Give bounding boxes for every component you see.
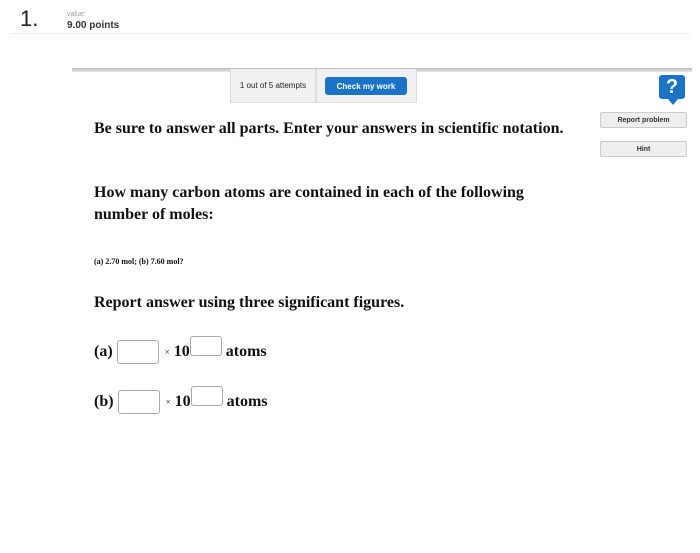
base: 10 (173, 343, 190, 360)
instructions: Be sure to answer all parts. Enter your answers in scientific notation. (94, 120, 564, 137)
exponent-input-b[interactable] (191, 386, 223, 406)
answer-row-b (94, 390, 268, 414)
answer-row-a (94, 340, 267, 364)
points-value: 9.00 points (67, 20, 120, 31)
given-values: (a) 2.70 mol; (b) 7.60 mol? (94, 257, 184, 266)
times-sign: × (165, 397, 171, 407)
base: 10 (174, 393, 191, 410)
value-label: value: (67, 11, 86, 18)
help-icon[interactable]: ? (659, 75, 685, 99)
mantissa-input-b[interactable] (118, 390, 160, 414)
unit: atoms (225, 343, 267, 360)
report-problem-button[interactable]: Report problem (600, 112, 687, 128)
check-my-work-button[interactable]: Check my work (325, 77, 407, 95)
part-label: (a) (94, 343, 113, 360)
attempts-counter: 1 out of 5 attempts (230, 69, 316, 103)
exponent-input-a[interactable] (190, 336, 222, 356)
times-sign: × (164, 347, 170, 357)
mantissa-input-a[interactable] (117, 340, 159, 364)
question-text: How many carbon atoms are contained in each of the following number of moles: (94, 184, 524, 223)
question-number: 1. (20, 6, 39, 31)
unit: atoms (226, 393, 268, 410)
sig-fig-note: Report answer using three significant figures. (94, 294, 405, 311)
divider (10, 33, 690, 34)
part-label: (b) (94, 393, 114, 410)
hint-button[interactable]: Hint (600, 141, 687, 157)
